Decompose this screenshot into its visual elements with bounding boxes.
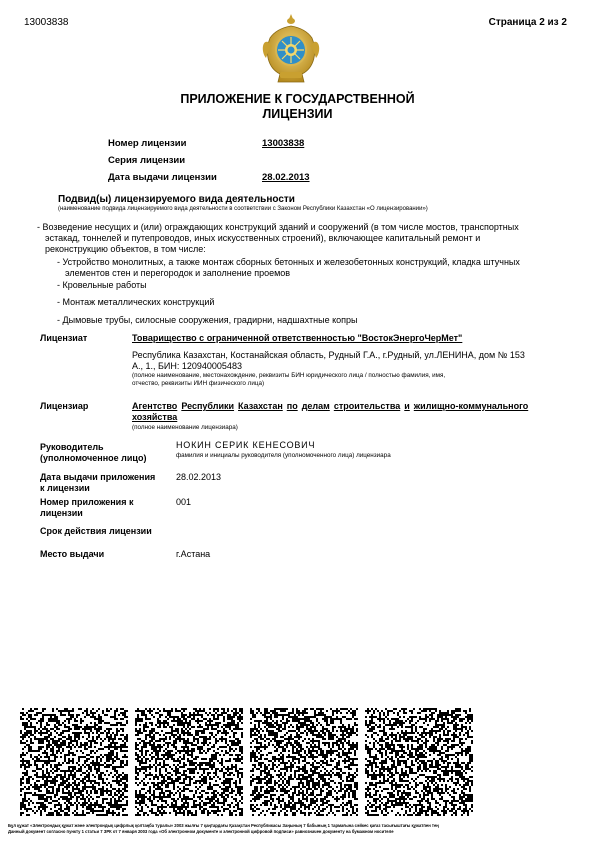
licensee-note-line-1: (полное наименование, местонахождение, реквизиты БИН юридического лица / полностью фамилия, имя, xyxy=(132,372,446,379)
director-label xyxy=(40,442,146,464)
director-label-line-2: (уполномоченное лицо) xyxy=(40,453,147,463)
licensor-name-line-2: хозяйства xyxy=(132,412,178,422)
footer-line-2: Данный документ согласно пункту 1 статьи 7 ЗРК от 7 января 2003 года «Об электронном документе и электронной цифровой подписи» равнозначен документу на бумажном носителе xyxy=(8,829,394,834)
list-item-text: Кровельные работы xyxy=(62,280,147,290)
licensor-note: (полное наименование лицензиара) xyxy=(132,424,238,431)
licensee-name: Товарищество с ограниченной ответственностью "ВостокЭнергоЧерМет" xyxy=(132,333,463,343)
appendix-number-label xyxy=(40,497,133,519)
list-item-text-2: элементов стен и перегородок и заполнение проемов xyxy=(65,268,291,278)
barcode-icon xyxy=(20,708,128,816)
appendix-date-label xyxy=(40,472,155,494)
director-label-line-1: Руководитель xyxy=(40,442,104,452)
document-title xyxy=(140,92,455,122)
list-item-text: Монтаж металлических конструкций xyxy=(62,297,215,307)
licensee-note-line-2: отчество, реквизиты ИИН физического лица) xyxy=(132,380,265,387)
list-item-text: Дымовые трубы, силосные сооружения, градирни, надшахтные копры xyxy=(62,315,358,325)
appendix-date-label-line-1: Дата выдачи приложения xyxy=(40,472,156,482)
legal-footer xyxy=(8,823,588,835)
subtype-note: (наименование подвида лицензируемого вида деятельности в соответствии с Законом Республики Казахстан «О лицензировании») xyxy=(58,206,428,212)
appendix-date-label-line-2: к лицензии xyxy=(40,483,90,493)
appendix-number-value: 001 xyxy=(176,497,192,507)
place-label: Место выдачи xyxy=(40,549,105,559)
list-item: - Монтаж металлических конструкций xyxy=(57,297,215,307)
appendix-date-value: 28.02.2013 xyxy=(176,472,222,482)
barcode-icon xyxy=(250,708,358,816)
director-note: фамилия и инициалы руководителя (уполномоченного лица) лицензиара xyxy=(176,452,391,459)
licensee-address-line-1: Республика Казахстан, Костанайская область, Рудный Г.А., г.Рудный, ул.ЛЕНИНА, дом № 153 xyxy=(132,350,525,360)
document-number: 13003838 xyxy=(24,17,69,28)
place-value: г.Астана xyxy=(176,549,211,559)
main-activity-line-2: эстакад, тоннелей и путепроводов, иных искусственных строений), включающее капитальный ремонт и xyxy=(45,233,481,243)
main-activity: - Возведение несущих и (или) ограждающих конструкций зданий и сооружений (в том числе мостов, транспортных эстакад, тоннелей и путепроводов, иных искусственных строений), включающее капитальный ремонт и реконструкцию объектов, в том числе: xyxy=(37,222,557,255)
footer-line-1: Бұл құжат «Электрондық құжат және электрондық цифрлық қолтаңба туралы» 2003 жылғы 7 қаңтардағы Қазақстан Республикасы Заңының 7 бабының 1 тармағына сәйкес қағаз тасығыштағы құжатпен тең xyxy=(8,823,439,828)
subtype-heading: Подвид(ы) лицензируемого вида деятельности xyxy=(58,194,295,205)
main-activity-line-1: Возведение несущих и (или) ограждающих конструкций зданий и сооружений (в том числе мостов, транспортных xyxy=(42,222,519,232)
license-date-value: 28.02.2013 xyxy=(262,172,310,183)
licensee-address-line-2: А., 1., БИН: 120940005483 xyxy=(132,361,242,371)
state-emblem-icon xyxy=(262,12,320,86)
page-counter: Страница 2 из 2 xyxy=(488,17,567,28)
licensor-word: Республики xyxy=(181,401,235,411)
license-number-value: 13003838 xyxy=(262,138,305,149)
licensee-address xyxy=(132,350,552,372)
list-item: - Дымовые трубы, силосные сооружения, градирни, надшахтные копры xyxy=(57,315,358,325)
license-date-label: Дата выдачи лицензии xyxy=(108,172,217,183)
licensee-label: Лицензиат xyxy=(40,333,88,343)
title-line-1: ПРИЛОЖЕНИЕ К ГОСУДАРСТВЕННОЙ xyxy=(180,92,415,106)
license-series-label: Серия лицензии xyxy=(108,155,186,166)
list-item: - Устройство монолитных, а также монтаж сборных бетонных и железобетонных конструкций, кладка штучных элементов стен и перегородок и заполнение проемов xyxy=(57,257,557,279)
licensor-word: жилищно-коммунального xyxy=(413,401,529,411)
list-item: - Кровельные работы xyxy=(57,280,147,290)
director-name: НОКИН СЕРИК КЕНЕСОВИЧ xyxy=(176,440,316,450)
licensor-name xyxy=(132,401,552,423)
licensor-label: Лицензиар xyxy=(40,401,89,411)
licensor-word: строительства xyxy=(333,401,401,411)
main-activity-line-3: реконструкцию объектов, в том числе: xyxy=(45,244,206,254)
licensor-word: Агентство xyxy=(132,401,178,411)
licensor-word: по xyxy=(286,401,298,411)
appendix-number-label-line-2: лицензии xyxy=(40,508,83,518)
licensor-word: делам xyxy=(301,401,330,411)
title-line-2: ЛИЦЕНЗИИ xyxy=(262,107,333,121)
list-item-text: Устройство монолитных, а также монтаж сборных бетонных и железобетонных конструкций, кладка штучных xyxy=(62,257,520,267)
licensor-word: Казахстан xyxy=(238,401,283,411)
license-number-label: Номер лицензии xyxy=(108,138,187,149)
licensee-note xyxy=(132,372,445,388)
barcode-icon xyxy=(135,708,243,816)
barcode-icon xyxy=(365,708,473,816)
licensor-word: и xyxy=(404,401,410,411)
appendix-number-label-line-1: Номер приложения к xyxy=(40,497,134,507)
validity-label: Срок действия лицензии xyxy=(40,526,152,536)
